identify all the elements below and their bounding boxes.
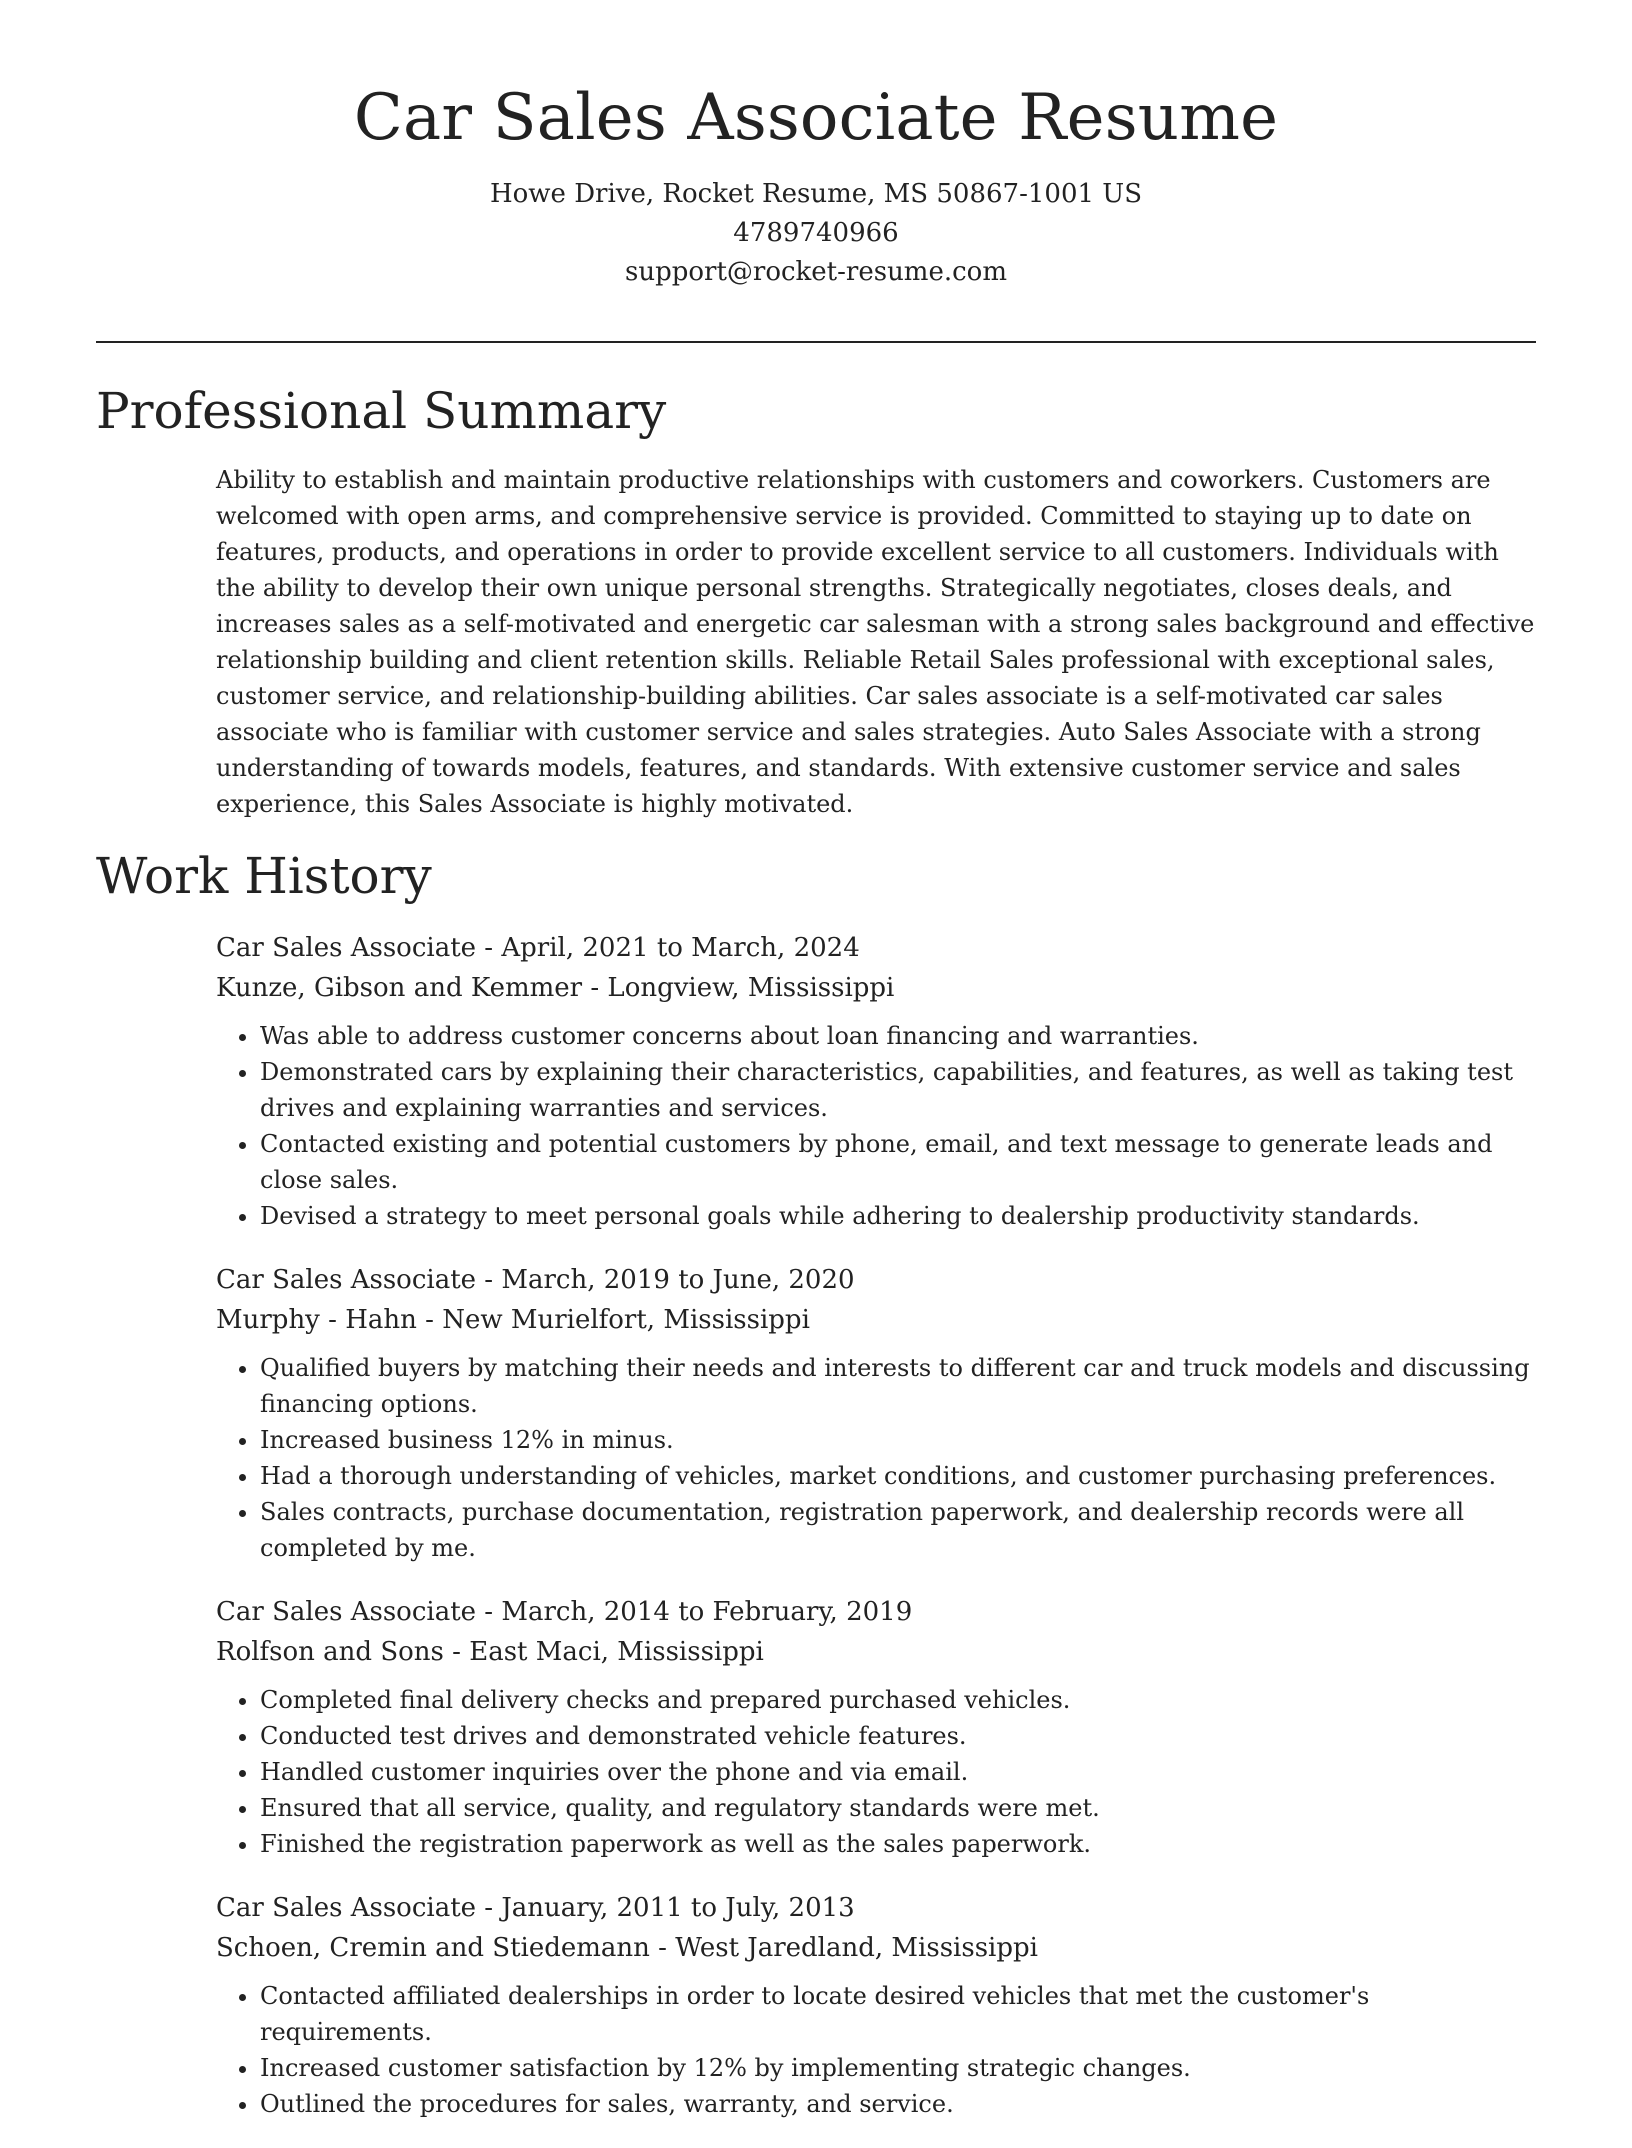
job-separator: -	[476, 1597, 502, 1627]
resume-title: Car Sales Associate Resume	[353, 81, 1279, 155]
job-company: Schoen, Cremin and Stiedemann	[216, 1933, 650, 1963]
job-title: Car Sales Associate	[216, 933, 477, 963]
job-company-line	[216, 1928, 1536, 1968]
job-bullet: • Increased customer satisfaction by 12% by implementing strategic changes.	[260, 2050, 1536, 2086]
job-separator: -	[476, 933, 502, 963]
job-company: Murphy - Hahn	[216, 1305, 417, 1335]
job-bullet: • Contacted affiliated dealerships in order to locate desired vehicles that met the customer's requirements.	[260, 1978, 1536, 2050]
job-company: Rolfson and Sons	[216, 1637, 444, 1667]
job-bullets	[216, 1978, 1536, 2122]
section-title-work-history: Work History	[96, 847, 432, 905]
job-dates: January, 2011 to July, 2013	[501, 1893, 855, 1923]
job-separator: -	[582, 973, 608, 1003]
header-divider	[96, 341, 1536, 343]
job-separator: -	[476, 1265, 502, 1295]
job-title: Car Sales Associate	[216, 1265, 477, 1295]
job-bullet: • Increased business 12% in minus.	[260, 1422, 1536, 1458]
job-bullet: • Devised a strategy to meet personal goals while adhering to dealership productivity standards.	[260, 1198, 1536, 1234]
job-bullets	[216, 1350, 1536, 1566]
job-company-line	[216, 968, 1536, 1008]
contact-address: Howe Drive, Rocket Resume, MS 50867-1001 US	[489, 178, 1143, 209]
job-location: East Maci, Mississippi	[469, 1637, 764, 1667]
job-bullets	[216, 1682, 1536, 1862]
job-separator: -	[476, 1893, 502, 1923]
job-bullets	[216, 1018, 1536, 1234]
job-title-line	[216, 1888, 1536, 1928]
resume-header	[0, 80, 1632, 292]
job-bullet: • Outlined the procedures for sales, warranty, and service.	[260, 2086, 1536, 2122]
job-entry	[216, 1260, 1536, 1566]
job-dates: March, 2014 to February, 2019	[501, 1597, 913, 1627]
work-history-list	[216, 928, 1536, 2148]
job-bullet: • Had a thorough understanding of vehicles, market conditions, and customer purchasing preferences.	[260, 1458, 1536, 1494]
job-bullet: • Was able to address customer concerns about loan financing and warranties.	[260, 1018, 1536, 1054]
job-bullet: • Contacted existing and potential customers by phone, email, and text message to generate leads and close sales.	[260, 1126, 1536, 1198]
job-title-line	[216, 1592, 1536, 1632]
job-separator: -	[649, 1933, 676, 1963]
job-company: Kunze, Gibson and Kemmer	[216, 973, 583, 1003]
job-location: New Murielfort, Mississippi	[442, 1305, 810, 1335]
job-bullet: • Handled customer inquiries over the phone and via email.	[260, 1754, 1536, 1790]
job-entry	[216, 1888, 1536, 2122]
job-bullet: • Finished the registration paperwork as well as the sales paperwork.	[260, 1826, 1536, 1862]
job-bullet: • Ensured that all service, quality, and regulatory standards were met.	[260, 1790, 1536, 1826]
contact-phone: 4789740966	[733, 217, 899, 248]
job-company-line	[216, 1300, 1536, 1340]
job-bullet: • Demonstrated cars by explaining their characteristics, capabilities, and features, as well as taking test drives and explaining warranties and services.	[260, 1054, 1536, 1126]
job-bullet: • Qualified buyers by matching their needs and interests to different car and truck models and discussing financing options.	[260, 1350, 1536, 1422]
job-dates: April, 2021 to March, 2024	[501, 933, 860, 963]
section-title-summary: Professional Summary	[96, 382, 667, 440]
job-company-line	[216, 1632, 1536, 1672]
job-location: West Jaredland, Mississippi	[675, 1933, 1038, 1963]
summary-text: Ability to establish and maintain productive relationships with customers and coworkers. Customers are welcomed with open arms, and comprehensive service is provided. Committed to staying up to date on features, products, and operations in order to provide excellent service to all customers. Individuals with the ability to develop their own unique personal strengths. Strategically negotiates, closes deals, and increases sales as a self-motivated and energetic car salesman with a strong sales background and effective relationship building and client retention skills. Reliable Retail Sales professional with exceptional sales, customer service, and relationship-building abilities. Car sales associate is a self-motivated car sales associate who is familiar with customer service and sales strategies. Auto Sales Associate with a strong understanding of towards models, features, and standards. With extensive customer service and sales experience, this Sales Associate is highly motivated.	[216, 466, 1535, 818]
job-dates: March, 2019 to June, 2020	[501, 1265, 855, 1295]
job-separator: -	[443, 1637, 470, 1667]
job-title-line	[216, 928, 1536, 968]
job-title: Car Sales Associate	[216, 1597, 477, 1627]
job-bullet: • Conducted test drives and demonstrated vehicle features.	[260, 1718, 1536, 1754]
job-title: Car Sales Associate	[216, 1893, 477, 1923]
contact-email: support@rocket-resume.com	[624, 256, 1007, 287]
job-title-line	[216, 1260, 1536, 1300]
job-bullet: • Sales contracts, purchase documentation, registration paperwork, and dealership records were all completed by me.	[260, 1494, 1536, 1566]
job-location: Longview, Mississippi	[607, 973, 895, 1003]
job-separator: -	[416, 1305, 443, 1335]
job-bullet: • Completed final delivery checks and prepared purchased vehicles.	[260, 1682, 1536, 1718]
job-entry	[216, 928, 1536, 1234]
job-entry	[216, 1592, 1536, 1862]
